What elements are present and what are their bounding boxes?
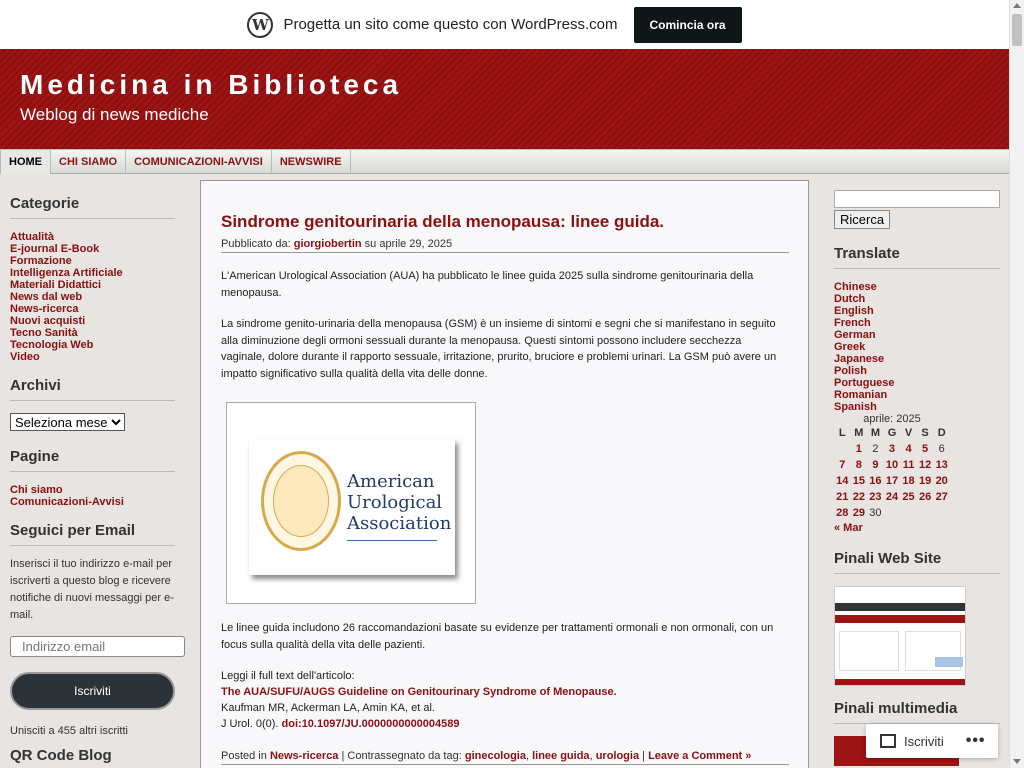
calendar-day-link[interactable]: 8 <box>855 459 862 471</box>
archives-title: Archivi <box>10 377 175 401</box>
pages-title: Pagine <box>10 448 175 472</box>
calendar-weekday: L <box>838 427 846 439</box>
language-list <box>834 281 1000 413</box>
calendar-day <box>884 505 901 521</box>
posted-in-label: Posted in <box>221 750 267 762</box>
nav-comunicazioni-avvisi[interactable]: COMUNICAZIONI-AVVISI <box>126 150 272 174</box>
page-link-comunicazioni[interactable]: Comunicazioni-Avvisi <box>10 496 124 508</box>
calendar-day[interactable] <box>900 473 917 489</box>
calendar-weekday: M <box>854 427 864 439</box>
calendar-day-link[interactable]: 26 <box>918 491 932 503</box>
translate-title: Translate <box>834 245 1000 269</box>
category-link[interactable]: Attualità <box>10 231 54 243</box>
calendar-day <box>900 505 917 521</box>
wordpress-promo-bar <box>0 0 1009 49</box>
language-link[interactable]: Polish <box>834 365 868 377</box>
journal-name: J Urol. 0(0). <box>221 718 279 730</box>
site-title[interactable]: Medicina in Biblioteca <box>20 69 403 100</box>
aua-name: American Urological Association <box>347 471 452 534</box>
wordpress-promo-text: Progetta un sito come questo con WordPress.com <box>283 16 618 33</box>
calendar-weekday: G <box>887 427 897 439</box>
calendar-day[interactable] <box>900 441 917 457</box>
nav-chi-siamo[interactable]: CHI SIAMO <box>51 150 126 174</box>
calendar-day[interactable] <box>917 473 934 489</box>
calendar-day-link[interactable]: 21 <box>836 491 849 503</box>
calendar-day[interactable] <box>851 441 868 457</box>
tag-link[interactable]: urologia <box>595 750 640 762</box>
more-options-icon[interactable]: ••• <box>965 732 986 749</box>
post-title[interactable]: Sindrome genitourinaria della menopausa: linee guida. <box>221 212 665 231</box>
language-link[interactable]: English <box>834 305 874 317</box>
calendar-day[interactable] <box>867 473 884 489</box>
calendar-day-link[interactable]: 19 <box>918 475 932 487</box>
pinali-multimedia-title: Pinali multimedia <box>834 700 1000 724</box>
scrollbar-thumb[interactable] <box>1012 14 1022 46</box>
category-link[interactable]: Tecno Sanità <box>10 327 78 339</box>
post-content <box>200 180 809 768</box>
calendar-day[interactable] <box>917 457 934 473</box>
post-footer: Posted in News-ricerca | Contrassegnato da tag: ginecologia, linee guida, urologia | Leave a Comment » <box>221 750 789 765</box>
calendar-day[interactable] <box>867 489 884 505</box>
calendar-day-link[interactable]: 25 <box>902 491 915 503</box>
article-authors: Kaufman MR, Ackerman LA, Amin KA, et al. <box>221 702 435 714</box>
category-link[interactable]: News-ricerca <box>10 303 79 315</box>
calendar-day[interactable] <box>884 473 901 489</box>
calendar-day-link[interactable]: 13 <box>935 459 948 471</box>
language-link[interactable]: Chinese <box>834 281 877 293</box>
calendar-day[interactable] <box>933 489 950 505</box>
calendar-day[interactable] <box>933 457 950 473</box>
calendar-day[interactable] <box>933 473 950 489</box>
article-link[interactable]: The AUA/SUFU/AUGS Guideline on Genitourinary Syndrome of Menopause. <box>221 686 617 698</box>
doi-link[interactable]: doi:10.1097/JU.0000000000004589 <box>281 718 460 730</box>
start-now-button[interactable]: Comincia ora <box>634 7 742 43</box>
calendar-day-link[interactable]: 27 <box>935 491 948 503</box>
scroll-down-icon[interactable] <box>1013 759 1021 764</box>
language-link[interactable]: Romanian <box>834 389 888 401</box>
subscriber-count: Unisciti a 455 altri iscritti <box>10 725 128 737</box>
archive-month-select[interactable] <box>10 413 125 431</box>
post-date: su aprile 29, 2025 <box>364 238 453 250</box>
calendar-day-link[interactable]: 23 <box>869 491 882 503</box>
calendar-day-link[interactable]: 29 <box>852 507 865 519</box>
nav-home[interactable]: HOME <box>0 150 51 174</box>
tagged-label: | Contrassegnato da tag: <box>341 750 462 762</box>
pages-list <box>10 484 185 508</box>
left-sidebar <box>10 174 185 768</box>
wordpress-logo-icon[interactable]: W <box>247 12 273 38</box>
calendar-day: 6 <box>938 443 945 455</box>
calendar-day-link[interactable]: 12 <box>918 459 932 471</box>
category-link[interactable]: E-journal E-Book <box>10 243 100 255</box>
calendar-day[interactable] <box>867 457 884 473</box>
floating-action-bar <box>866 724 998 758</box>
categories-title: Categorie <box>10 195 175 219</box>
calendar-day-link[interactable]: 9 <box>872 459 879 471</box>
paragraph-intro: L'American Urological Association (AUA) ha pubblicato le linee guida 2025 sulla sindrome genitourinaria della menopausa. <box>221 270 754 299</box>
calendar-day-link[interactable]: 16 <box>869 475 882 487</box>
calendar-day[interactable] <box>834 473 851 489</box>
post-meta <box>221 238 789 253</box>
email-field[interactable]: Indirizzo email <box>10 636 185 657</box>
aua-underline <box>347 540 437 541</box>
calendar-day[interactable] <box>834 505 851 521</box>
calendar-day-link[interactable]: 7 <box>839 459 846 471</box>
category-tag-link[interactable]: News-ricerca <box>269 750 339 762</box>
calendar-weekday: S <box>921 427 929 439</box>
calendar-weekday: M <box>870 427 880 439</box>
calendar-day[interactable] <box>900 489 917 505</box>
calendar-day-link[interactable]: 24 <box>885 491 899 503</box>
meta-prefix: Pubblicato da: <box>221 238 291 250</box>
right-sidebar <box>834 174 1000 766</box>
read-label: Leggi il full text dell'articolo: <box>221 670 355 682</box>
qr-code-title: QR Code Blog <box>10 747 175 768</box>
calendar-day-link[interactable]: 28 <box>836 507 849 519</box>
category-link[interactable]: News dal web <box>10 291 83 303</box>
tag-link[interactable]: ginecologia <box>464 750 526 762</box>
calendar-day[interactable] <box>884 457 901 473</box>
calendar-day[interactable] <box>917 489 934 505</box>
calendar-day <box>917 505 934 521</box>
categories-list <box>10 231 185 363</box>
calendar-day: 30 <box>869 507 882 519</box>
pinali-web-title: Pinali Web Site <box>834 550 1000 574</box>
calendar-day-link[interactable]: 15 <box>852 475 865 487</box>
email-follow-title: Seguici per Email <box>10 522 175 546</box>
calendar-day[interactable] <box>884 441 901 457</box>
calendar-caption: aprile: 2025 <box>863 413 921 425</box>
calendar-day-link[interactable]: 11 <box>902 459 915 471</box>
category-link[interactable]: Tecnologia Web <box>10 339 94 351</box>
aua-seal-icon <box>261 451 341 551</box>
nav-newswire[interactable]: NEWSWIRE <box>272 150 351 174</box>
calendar-day-link[interactable]: 17 <box>885 475 899 487</box>
calendar-day-link[interactable]: 22 <box>852 491 865 503</box>
calendar-day-link[interactable]: 14 <box>836 475 849 487</box>
site-header <box>0 49 1009 149</box>
calendar-prev-month[interactable]: « Mar <box>834 522 863 534</box>
calendar-day[interactable] <box>834 489 851 505</box>
language-link[interactable]: Portuguese <box>834 377 895 389</box>
email-follow-text: Inserisci il tuo indirizzo e-mail per iscriverti a questo blog e ricevere notifiche di nuovi messaggi per e-mail. <box>10 558 174 621</box>
paragraph-gsm: La sindrome genito-urinaria della menopausa (GSM) è un insieme di sintomi e segni che si manifestano in seguito alla diminuzione degli ormoni sessuali durante la menopausa. Questi sintomi possono includere secchezza vaginale, dolore durante il rapporto sessuale, irritazione, prurito, bruciore e problemi urinari. La GSM può avere un impatto significativo sulla qualità della vita delle donne. <box>221 318 777 380</box>
follow-button[interactable]: Iscriviti <box>904 733 944 749</box>
page-link-chi-siamo[interactable]: Chi siamo <box>10 484 63 496</box>
author-link[interactable]: giorgiobertin <box>293 238 362 250</box>
calendar-day-link[interactable]: 10 <box>885 459 899 471</box>
calendar-day-link[interactable]: 18 <box>902 475 915 487</box>
calendar-day-link[interactable]: 1 <box>855 443 862 455</box>
language-link[interactable]: Japanese <box>834 353 885 365</box>
pinali-web-thumbnail[interactable] <box>834 586 966 686</box>
category-link[interactable]: Formazione <box>10 255 72 267</box>
search-button[interactable]: Ricerca <box>834 210 890 229</box>
calendar-day[interactable] <box>851 505 868 521</box>
site-description: Weblog di news mediche <box>20 105 209 124</box>
calendar-day[interactable] <box>884 489 901 505</box>
category-link[interactable]: Materiali Didattici <box>10 279 102 291</box>
calendar-day-link[interactable]: 3 <box>888 443 896 455</box>
scroll-up-icon[interactable] <box>1013 3 1021 8</box>
category-link[interactable]: Intelligenza Artificiale <box>10 267 123 279</box>
calendar-day: 2 <box>872 443 879 455</box>
calendar-day[interactable] <box>851 489 868 505</box>
calendar-weekday: D <box>937 427 946 439</box>
tag-link[interactable]: linee guida <box>532 750 590 762</box>
calendar-day <box>933 505 950 521</box>
calendar-day[interactable] <box>917 441 934 457</box>
vertical-scrollbar[interactable] <box>1009 0 1024 768</box>
calendar-day[interactable] <box>851 457 868 473</box>
search-input[interactable] <box>834 190 1000 208</box>
calendar-day[interactable] <box>900 457 917 473</box>
language-link[interactable]: Dutch <box>834 293 866 305</box>
language-link[interactable]: Spanish <box>834 401 877 413</box>
language-link[interactable]: German <box>834 329 876 341</box>
calendar-day-link[interactable]: 5 <box>922 443 929 455</box>
calendar-day[interactable] <box>834 457 851 473</box>
language-link[interactable]: Greek <box>834 341 866 353</box>
category-link[interactable]: Video <box>10 351 40 363</box>
follow-icon[interactable] <box>880 734 896 748</box>
calendar-day <box>834 441 851 457</box>
calendar-day[interactable] <box>851 473 868 489</box>
calendar-day-link[interactable]: 4 <box>905 443 912 455</box>
language-link[interactable]: French <box>834 317 871 329</box>
calendar-weekday: V <box>904 427 913 439</box>
calendar <box>834 413 950 521</box>
main-navigation <box>0 149 1009 174</box>
subscribe-button[interactable]: Iscriviti <box>10 672 175 710</box>
image-card <box>249 439 455 575</box>
leave-comment-link[interactable]: Leave a Comment » <box>648 750 752 762</box>
calendar-day-link[interactable]: 20 <box>935 475 948 487</box>
paragraph-recommendations: Le linee guida includono 26 raccomandazioni basate su evidenze per trattamenti ormonali e non ormonali, con un focus sulla qualità della vita delle pazienti. <box>221 622 774 651</box>
aua-logo-image[interactable] <box>226 402 476 604</box>
category-link[interactable]: Nuovi acquisti <box>10 315 86 327</box>
